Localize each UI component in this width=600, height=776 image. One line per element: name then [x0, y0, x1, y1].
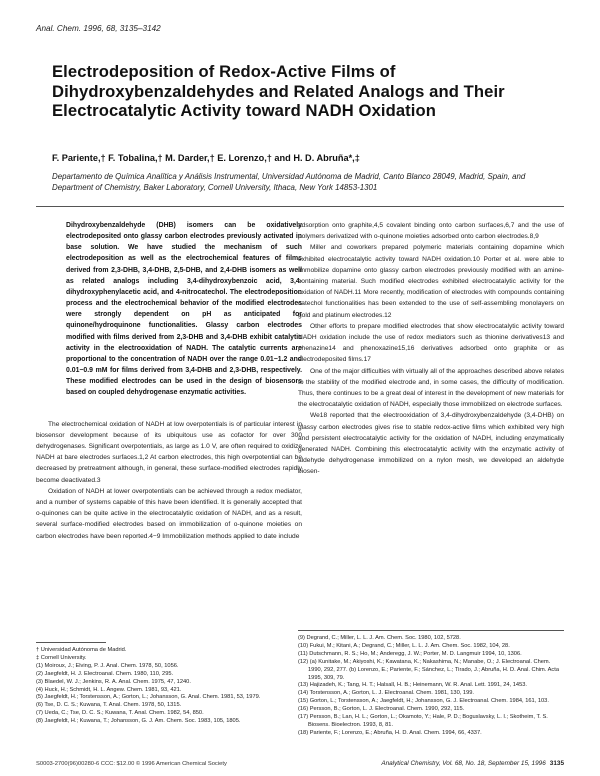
right-column	[298, 220, 564, 478]
body-paragraph: Oxidation of NADH at lower overpotentials can be achieved through a redox mediator, and a number of systems capable of this have been identified. It is generally accepted that o-quinones can be quite active in the electrocatalytic oxidation of NADH, and as a result, several surface-modified electrodes based on immobilization of o-quinone moieties on carbon electrodes have been reported.4−9 Immobilization methods applied to date include	[36, 487, 302, 540]
reference: (11) Dutschmann, R. S.; Ho, M.; Anderegg, J. W.; Porter, M. D. Langmuir 1994, 10, 1306.	[298, 650, 522, 657]
body-paragraph: The electrochemical oxidation of NADH at low overpotentials is of particular interest in biosensor development because of its ubiquitous use as cofactor for over 300 dehydrogenases. Significant overpotentials, as large as 1.0 V, are often required to oxidize NADH at bare electrodes surfaces.1,2 At carbon electrodes, this high overpotential can be decreased by pretreatment although, in general, these surface-modified electrodes rapidly become deactivated.3	[36, 420, 302, 484]
reference: (5) Jaegfeldt, H.; Torstensson, A.; Gorton, L.; Johansson, G. Anal. Chem. 1981, 53, 1979.	[36, 694, 261, 701]
reference: (16) Persson, B.; Gorton, L. J. Electroanal. Chem. 1990, 292, 115.	[298, 706, 465, 713]
header-divider	[36, 206, 564, 207]
journal-header: Anal. Chem. 1996, 68, 3135–3142	[36, 24, 161, 33]
reference: (10) Fukui, M.; Kitani, A.; Degrand, C.; Miller, L. L. J. Am. Chem. Soc. 1982, 104, 28.	[298, 642, 510, 649]
journal-footer	[300, 760, 564, 767]
footnote: † Universidad Autónoma de Madrid.	[36, 647, 127, 653]
reference: (9) Degrand, C.; Miller, L. L. J. Am. Chem. Soc. 1980, 102, 5728.	[298, 635, 461, 641]
reference: (4) Huck, H.; Schmidt, H. L. Angew. Chem. 1981, 93, 421.	[36, 686, 182, 693]
body-paragraph: One of the major difficulties with virtually all of the approaches described above relates to the stability of the modified electrode and, in some cases, the difficulty of modification. Thus, there continues to be a great deal of interest in the development of new materials for the electrocatalytic oxidation of NADH, especially those immobilized on electrode surfaces.	[298, 367, 564, 409]
journal-citation: Analytical Chemistry, Vol. 68, No. 18, September 15, 1996	[381, 760, 546, 767]
reference: (18) Pariente, F.; Lorenzo, E.; Abruña, H. D. Anal. Chem. 1994, 66, 4337.	[298, 729, 482, 736]
footnote-divider	[36, 642, 106, 643]
reference: (7) Ueda, C.; Tse, D. C. S.; Kuwana, T. Anal. Chem. 1982, 54, 850.	[36, 710, 204, 717]
reference: (13) Hajizadeh, K.; Tang, H. T.; Halsall, H. B.; Heinemann, W. R. Anal. Lett. 1991, 24, 1453.	[298, 682, 527, 689]
reference: (15) Gorton, L.; Torstensson, A.; Jaegfeldt, H.; Johansson, G. J. Electroanal. Chem. 1984, 161, 103.	[298, 698, 549, 705]
body-paragraph: adsorption onto graphite,4,5 covalent binding onto carbon surfaces,6,7 and the use of polymers derivatized with o-quinone moieties adsorbed onto carbon electrodes.8,9	[298, 222, 564, 241]
author-list: F. Pariente,† F. Tobalina,† M. Darder,† E. Lorenzo,† and H. D. Abruña*,‡	[52, 153, 360, 163]
abstract: Dihydroxybenzaldehyde (DHB) isomers can be oxidatively electrodeposited onto glassy carbon electrodes previously activated in base solution. We have studied the mechanism of such electrodeposition as well as the electrochemical features of films derived from 2,3-DHB, 3,4-DHB, 2,5-DHB, and 2,4-DHB isomers as well as related analogs including 3,4-dihydroxybenzoic acid, 3,4-dihydroxyphenylacetic acid, and 4-nitrocatechol. The electrodeposition process and the electrochemical behavior of the modified electrodes were strongly dependent on pH as anticipated for quinone/hydroquinone functionalities. Glassy carbon electrodes modified with films derived from 2,3-DHB and 3,4-DHB exhibit catalytic activity in the electrooxidation of NADH. The catalytic currents are proportional to the concentration of NADH over the range 0.01−1.2 and 0.01−0.9 mM for films derived from 3,4-DHB and 2,3-DHB, respectively. These modified electrodes can be used in the design of biosensors based on coupled dehydrogenase enzymatic activities.	[66, 222, 302, 397]
reference: (17) Persson, B.; Lan, H. L.; Gorton, L.; Okamoto, Y.; Hale, P. D.; Boguslavsky, L. I.; Skotheim, T. S. Biosens. Bioelectron. 1993, 8, 81.	[298, 714, 548, 728]
footnote-divider	[298, 630, 564, 631]
copyright-footer: S0003-2700(96)00280-6 CCC: $12.00 © 1996 American Chemical Society	[36, 761, 227, 767]
reference: (14) Torstensson, A.; Gorton, L. J. Electroanal. Chem. 1981, 130, 199.	[298, 690, 474, 697]
body-paragraph: Miller and coworkers prepared polymeric materials containing dopamine which exhibited electrocatalytic activity toward NADH oxidation.10 Porter et al. were able to immobilize dopamine onto glassy carbon electrodes previously modified with an amine-containing material. Such modified electrodes exhibited electrocatalytic activity for the oxidation of NADH.11 More recently, modification of electrodes with compounds containing catechol functionalities has been extended to the use of self-assembling monolayers on gold and platinum electrodes.12	[298, 244, 564, 319]
reference: (8) Jaegfeldt, H.; Kuwana, T.; Johansson, G. J. Am. Chem. Soc. 1983, 105, 1805.	[36, 718, 241, 725]
body-paragraph: Other efforts to prepare modified electrodes that show electrocatalytic activity toward NADH oxidation include the use of redox mediators such as thionine derivatives13 and phenazine14 and phenoxazine15,16 derivatives adsorbed onto graphite or as electrodeposited films.17	[298, 322, 564, 364]
reference: (1) Moiroux, J.; Elving, P. J. Anal. Chem. 1978, 50, 1056.	[36, 662, 179, 669]
footnote: ‡ Cornell University.	[36, 654, 87, 661]
affiliation: Departamento de Química Analítica y Análisis Instrumental, Universidad Autónoma de Madrid, Canto Blanco 28049, Madrid, Spain, and Department of Chemistry, Baker Laboratory, Cornell University, Ithaca, New York 14853-1301	[52, 172, 526, 192]
reference: (3) Blaedel, W. J.; Jenkins, R. A. Anal. Chem. 1975, 47, 1240.	[36, 678, 191, 685]
article-title: Electrodeposition of Redox-Active Films of Dihydroxybenzaldehydes and Related Analogs and Their Electrocatalytic Activity toward NADH Oxidation	[52, 62, 505, 120]
left-column	[36, 220, 302, 542]
reference: (12) (a) Kunitake, M.; Akiyoshi, K.; Kawatana, K.; Nakashima, N.; Manabe, O.; J. Electroanal. Chem. 1990, 292, 277. (b) Lorenzo, E.; Pariente, F.; Sánchez, L.; Tirado, J.; Abruña, H. D. Anal. Chim. Acta 1995, 309, 79.	[298, 658, 560, 681]
reference: (2) Jaegfeldt, H. J. Electroanal. Chem. 1980, 110, 295.	[36, 670, 174, 677]
reference: (6) Tse, D. C. S.; Kuwana, T. Anal. Chem. 1978, 50, 1315.	[36, 702, 182, 709]
footnotes-left	[36, 642, 302, 726]
body-paragraph: We18 reported that the electrooxidation of 3,4-dihydroxybenzaldehyde (3,4-DHB) on glassy carbon electrodes gives rise to stable redox-active films which exhibited very high and persistent electrocatalytic activity for the oxidation of NADH, including enzymatically generated NADH. Combining this electrocatalytic activity with the enzymatic activity of aldehyde dehydrogenase immobilized on a nylon mesh, we developed an aldehyde biosen-	[298, 412, 564, 476]
footnotes-right	[298, 630, 564, 738]
page-number: 3135	[549, 760, 564, 767]
